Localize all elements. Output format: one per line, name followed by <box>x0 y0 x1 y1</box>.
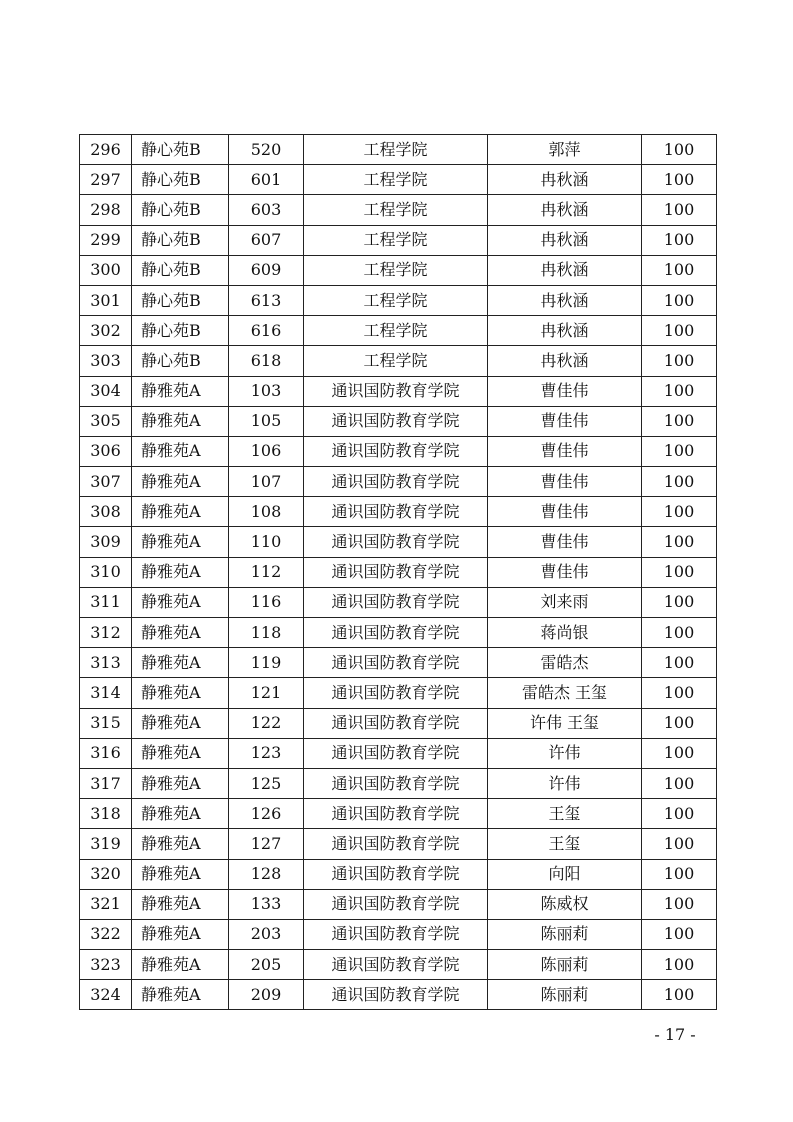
building-cell: 静心苑B <box>132 255 229 285</box>
table-row <box>80 618 717 648</box>
room-number-cell: 205 <box>229 950 304 980</box>
name-cell: 王玺 <box>488 829 642 859</box>
dormitory-score-table <box>79 134 717 1010</box>
room-number-cell: 613 <box>229 285 304 315</box>
college-cell: 通识国防教育学院 <box>304 799 488 829</box>
name-cell: 陈威权 <box>488 889 642 919</box>
building-cell: 静雅苑A <box>132 708 229 738</box>
room-number-cell: 603 <box>229 195 304 225</box>
building-cell: 静雅苑A <box>132 497 229 527</box>
building-cell: 静雅苑A <box>132 768 229 798</box>
score-cell: 100 <box>642 255 717 285</box>
room-number-cell: 209 <box>229 980 304 1010</box>
score-cell: 100 <box>642 165 717 195</box>
room-number-cell: 607 <box>229 225 304 255</box>
table-row <box>80 587 717 617</box>
row-index-cell: 320 <box>80 859 132 889</box>
building-cell: 静雅苑A <box>132 829 229 859</box>
room-number-cell: 601 <box>229 165 304 195</box>
score-cell: 100 <box>642 527 717 557</box>
room-number-cell: 103 <box>229 376 304 406</box>
name-cell: 雷皓杰 王玺 <box>488 678 642 708</box>
college-cell: 通识国防教育学院 <box>304 587 488 617</box>
table-row <box>80 557 717 587</box>
table-row <box>80 859 717 889</box>
college-cell: 通识国防教育学院 <box>304 829 488 859</box>
score-cell: 100 <box>642 768 717 798</box>
row-index-cell: 315 <box>80 708 132 738</box>
score-cell: 100 <box>642 467 717 497</box>
score-cell: 100 <box>642 195 717 225</box>
room-number-cell: 618 <box>229 346 304 376</box>
table-row <box>80 406 717 436</box>
table-row <box>80 829 717 859</box>
college-cell: 工程学院 <box>304 225 488 255</box>
room-number-cell: 110 <box>229 527 304 557</box>
score-cell: 100 <box>642 587 717 617</box>
score-cell: 100 <box>642 708 717 738</box>
college-cell: 通识国防教育学院 <box>304 980 488 1010</box>
college-cell: 通识国防教育学院 <box>304 618 488 648</box>
college-cell: 通识国防教育学院 <box>304 406 488 436</box>
college-cell: 通识国防教育学院 <box>304 738 488 768</box>
college-cell: 通识国防教育学院 <box>304 768 488 798</box>
room-number-cell: 609 <box>229 255 304 285</box>
building-cell: 静雅苑A <box>132 436 229 466</box>
room-number-cell: 118 <box>229 618 304 648</box>
table-row <box>80 135 717 165</box>
building-cell: 静雅苑A <box>132 738 229 768</box>
room-number-cell: 203 <box>229 919 304 949</box>
name-cell: 王玺 <box>488 799 642 829</box>
name-cell: 向阳 <box>488 859 642 889</box>
room-number-cell: 122 <box>229 708 304 738</box>
name-cell: 冉秋涵 <box>488 255 642 285</box>
room-number-cell: 520 <box>229 135 304 165</box>
college-cell: 通识国防教育学院 <box>304 950 488 980</box>
row-index-cell: 311 <box>80 587 132 617</box>
name-cell: 蒋尚银 <box>488 618 642 648</box>
room-number-cell: 125 <box>229 768 304 798</box>
row-index-cell: 301 <box>80 285 132 315</box>
college-cell: 工程学院 <box>304 195 488 225</box>
room-number-cell: 108 <box>229 497 304 527</box>
row-index-cell: 300 <box>80 255 132 285</box>
college-cell: 通识国防教育学院 <box>304 557 488 587</box>
name-cell: 郭萍 <box>488 135 642 165</box>
table-row <box>80 195 717 225</box>
building-cell: 静心苑B <box>132 165 229 195</box>
college-cell: 工程学院 <box>304 135 488 165</box>
row-index-cell: 303 <box>80 346 132 376</box>
college-cell: 通识国防教育学院 <box>304 708 488 738</box>
building-cell: 静心苑B <box>132 195 229 225</box>
building-cell: 静雅苑A <box>132 678 229 708</box>
table-row <box>80 678 717 708</box>
score-cell: 100 <box>642 919 717 949</box>
building-cell: 静雅苑A <box>132 557 229 587</box>
row-index-cell: 306 <box>80 436 132 466</box>
room-number-cell: 105 <box>229 406 304 436</box>
building-cell: 静雅苑A <box>132 950 229 980</box>
college-cell: 通识国防教育学院 <box>304 376 488 406</box>
room-number-cell: 127 <box>229 829 304 859</box>
table-row <box>80 708 717 738</box>
table-row <box>80 436 717 466</box>
room-number-cell: 119 <box>229 648 304 678</box>
score-cell: 100 <box>642 829 717 859</box>
name-cell: 曹佳伟 <box>488 497 642 527</box>
name-cell: 曹佳伟 <box>488 406 642 436</box>
score-cell: 100 <box>642 497 717 527</box>
row-index-cell: 322 <box>80 919 132 949</box>
name-cell: 冉秋涵 <box>488 316 642 346</box>
building-cell: 静雅苑A <box>132 648 229 678</box>
table-row <box>80 799 717 829</box>
college-cell: 工程学院 <box>304 255 488 285</box>
row-index-cell: 318 <box>80 799 132 829</box>
building-cell: 静雅苑A <box>132 859 229 889</box>
score-cell: 100 <box>642 738 717 768</box>
name-cell: 陈丽莉 <box>488 919 642 949</box>
page-number: - 17 - <box>654 1025 696 1044</box>
room-number-cell: 121 <box>229 678 304 708</box>
row-index-cell: 314 <box>80 678 132 708</box>
row-index-cell: 324 <box>80 980 132 1010</box>
name-cell: 陈丽莉 <box>488 980 642 1010</box>
name-cell: 冉秋涵 <box>488 285 642 315</box>
room-number-cell: 106 <box>229 436 304 466</box>
building-cell: 静雅苑A <box>132 980 229 1010</box>
score-cell: 100 <box>642 889 717 919</box>
building-cell: 静雅苑A <box>132 406 229 436</box>
building-cell: 静雅苑A <box>132 919 229 949</box>
building-cell: 静雅苑A <box>132 587 229 617</box>
college-cell: 通识国防教育学院 <box>304 889 488 919</box>
name-cell: 曹佳伟 <box>488 376 642 406</box>
building-cell: 静心苑B <box>132 346 229 376</box>
name-cell: 许伟 <box>488 738 642 768</box>
building-cell: 静雅苑A <box>132 527 229 557</box>
table-row <box>80 950 717 980</box>
row-index-cell: 321 <box>80 889 132 919</box>
score-cell: 100 <box>642 950 717 980</box>
table-row <box>80 376 717 406</box>
college-cell: 通识国防教育学院 <box>304 859 488 889</box>
college-cell: 工程学院 <box>304 346 488 376</box>
score-cell: 100 <box>642 859 717 889</box>
table-row <box>80 225 717 255</box>
row-index-cell: 297 <box>80 165 132 195</box>
row-index-cell: 298 <box>80 195 132 225</box>
room-number-cell: 123 <box>229 738 304 768</box>
row-index-cell: 312 <box>80 618 132 648</box>
building-cell: 静雅苑A <box>132 889 229 919</box>
room-number-cell: 112 <box>229 557 304 587</box>
room-number-cell: 616 <box>229 316 304 346</box>
score-cell: 100 <box>642 316 717 346</box>
room-number-cell: 107 <box>229 467 304 497</box>
row-index-cell: 310 <box>80 557 132 587</box>
table-row <box>80 919 717 949</box>
row-index-cell: 307 <box>80 467 132 497</box>
table-row <box>80 346 717 376</box>
score-cell: 100 <box>642 406 717 436</box>
row-index-cell: 305 <box>80 406 132 436</box>
building-cell: 静心苑B <box>132 135 229 165</box>
row-index-cell: 316 <box>80 738 132 768</box>
name-cell: 陈丽莉 <box>488 950 642 980</box>
building-cell: 静心苑B <box>132 316 229 346</box>
table-row <box>80 768 717 798</box>
row-index-cell: 313 <box>80 648 132 678</box>
college-cell: 工程学院 <box>304 165 488 195</box>
row-index-cell: 302 <box>80 316 132 346</box>
table-row <box>80 255 717 285</box>
building-cell: 静雅苑A <box>132 618 229 648</box>
table-row <box>80 467 717 497</box>
table-row <box>80 527 717 557</box>
table-row <box>80 889 717 919</box>
name-cell: 许伟 王玺 <box>488 708 642 738</box>
row-index-cell: 304 <box>80 376 132 406</box>
name-cell: 冉秋涵 <box>488 165 642 195</box>
college-cell: 通识国防教育学院 <box>304 678 488 708</box>
score-cell: 100 <box>642 346 717 376</box>
name-cell: 曹佳伟 <box>488 436 642 466</box>
score-cell: 100 <box>642 980 717 1010</box>
building-cell: 静心苑B <box>132 225 229 255</box>
name-cell: 冉秋涵 <box>488 346 642 376</box>
score-cell: 100 <box>642 436 717 466</box>
table-body <box>80 135 717 1010</box>
score-cell: 100 <box>642 285 717 315</box>
building-cell: 静雅苑A <box>132 376 229 406</box>
college-cell: 通识国防教育学院 <box>304 648 488 678</box>
table-row <box>80 648 717 678</box>
score-cell: 100 <box>642 557 717 587</box>
score-cell: 100 <box>642 799 717 829</box>
room-number-cell: 128 <box>229 859 304 889</box>
college-cell: 通识国防教育学院 <box>304 527 488 557</box>
score-cell: 100 <box>642 135 717 165</box>
table-row <box>80 165 717 195</box>
score-cell: 100 <box>642 648 717 678</box>
table-row <box>80 285 717 315</box>
name-cell: 冉秋涵 <box>488 195 642 225</box>
row-index-cell: 299 <box>80 225 132 255</box>
building-cell: 静雅苑A <box>132 799 229 829</box>
name-cell: 曹佳伟 <box>488 557 642 587</box>
score-cell: 100 <box>642 678 717 708</box>
row-index-cell: 323 <box>80 950 132 980</box>
building-cell: 静雅苑A <box>132 467 229 497</box>
table-row <box>80 316 717 346</box>
college-cell: 通识国防教育学院 <box>304 467 488 497</box>
room-number-cell: 116 <box>229 587 304 617</box>
score-cell: 100 <box>642 225 717 255</box>
college-cell: 工程学院 <box>304 316 488 346</box>
building-cell: 静心苑B <box>132 285 229 315</box>
room-number-cell: 126 <box>229 799 304 829</box>
row-index-cell: 296 <box>80 135 132 165</box>
college-cell: 通识国防教育学院 <box>304 919 488 949</box>
score-cell: 100 <box>642 376 717 406</box>
row-index-cell: 309 <box>80 527 132 557</box>
room-number-cell: 133 <box>229 889 304 919</box>
row-index-cell: 308 <box>80 497 132 527</box>
name-cell: 曹佳伟 <box>488 527 642 557</box>
name-cell: 雷皓杰 <box>488 648 642 678</box>
college-cell: 通识国防教育学院 <box>304 436 488 466</box>
row-index-cell: 317 <box>80 768 132 798</box>
row-index-cell: 319 <box>80 829 132 859</box>
name-cell: 刘来雨 <box>488 587 642 617</box>
table-row <box>80 980 717 1010</box>
name-cell: 曹佳伟 <box>488 467 642 497</box>
table-row <box>80 497 717 527</box>
score-cell: 100 <box>642 618 717 648</box>
name-cell: 冉秋涵 <box>488 225 642 255</box>
table-row <box>80 738 717 768</box>
college-cell: 工程学院 <box>304 285 488 315</box>
name-cell: 许伟 <box>488 768 642 798</box>
college-cell: 通识国防教育学院 <box>304 497 488 527</box>
